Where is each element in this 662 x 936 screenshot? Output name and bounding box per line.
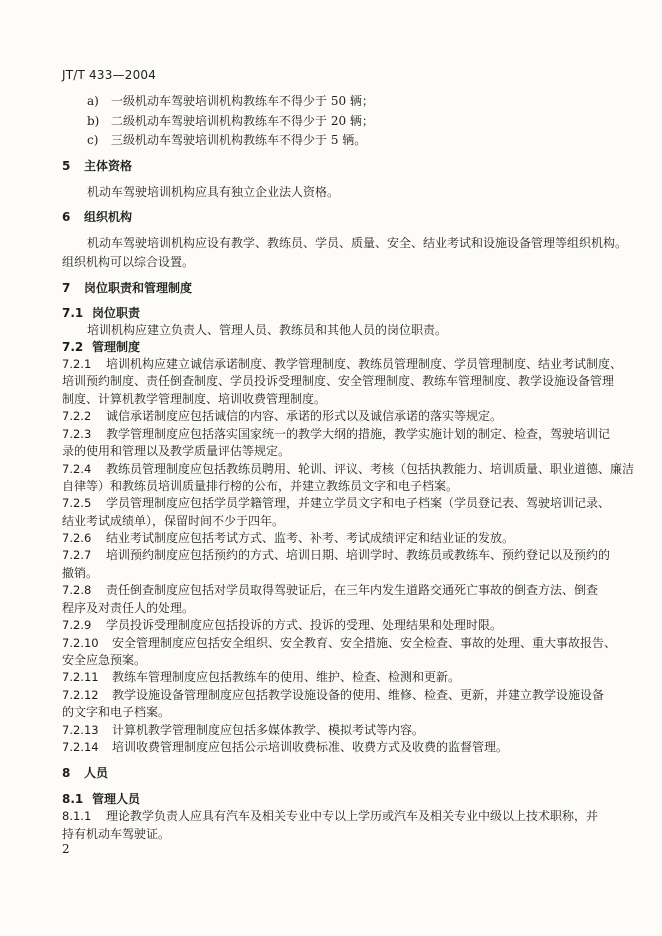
clause-number: 8.1.1 <box>62 809 92 823</box>
section-title: 岗位职责和管理制度 <box>84 281 193 295</box>
clause-number: 7.2.3 <box>62 427 92 441</box>
section-title: 管理制度 <box>92 340 141 354</box>
section-heading <box>62 766 108 780</box>
clause-text: 责任倒查制度应包括对学员取得驾驶证后，在三年内发生道路交通死亡事故的倒查方法、倒查 <box>106 583 599 597</box>
clause-text: 结业考试制度应包括考试方式、监考、补考、考试成绩评定和结业证的发放。 <box>106 531 515 545</box>
clause-text: 培训收费管理制度应包括公示培训收费标准、收费方式及收费的监督管理。 <box>112 740 509 754</box>
section-heading <box>62 281 192 295</box>
section-title: 岗位职责 <box>92 306 141 320</box>
subsection-heading <box>62 792 140 806</box>
list-mark: c) <box>87 133 99 147</box>
clause-line: 录的使用和管理以及教学质量评估等规定。 <box>62 444 291 458</box>
clause-number: 7.2.1 <box>62 357 92 371</box>
clause-line: 自律等）和教练员培训质量排行榜的公布，并建立教练员文字和电子档案。 <box>62 479 459 493</box>
clause-number: 7.2.6 <box>62 531 92 545</box>
section-heading <box>62 210 132 224</box>
list-mark: b) <box>87 114 100 128</box>
clause-number: 7.2.13 <box>62 723 99 737</box>
paragraph: 培训机构应建立负责人、管理人员、教练员和其他人员的岗位职责。 <box>87 323 448 337</box>
section-number: 6 <box>62 210 71 224</box>
list-text: 一级机动车驾驶培训机构教练车不得少于 50 辆； <box>111 94 374 108</box>
paragraph-line: 机动车驾驶培训机构应设有教学、教练员、学员、质量、安全、结业考试和设施设备管理等组织机构。 <box>87 236 628 250</box>
clause-line: 制度、计算机教学管理制度、培训收费管理制度。 <box>62 392 327 406</box>
clause-line: 结业考试成绩单），保留时间不少于四年。 <box>62 514 285 528</box>
list-mark: a) <box>87 94 99 108</box>
clause-number: 7.2.8 <box>62 583 92 597</box>
clause <box>62 409 502 423</box>
clause-number: 7.2.2 <box>62 409 92 423</box>
section-number: 7.1 <box>62 306 84 320</box>
section-number: 5 <box>62 159 71 173</box>
clause-number: 7.2.12 <box>62 688 99 702</box>
section-title: 人员 <box>84 766 109 780</box>
clause <box>62 740 508 754</box>
clause-number: 7.2.11 <box>62 670 99 684</box>
clause-line: 撤销。 <box>62 566 99 580</box>
clause <box>62 548 610 562</box>
list-item <box>87 94 374 108</box>
section-number: 7.2 <box>62 340 84 354</box>
page-number: 2 <box>62 842 70 856</box>
clause <box>62 618 502 632</box>
section-title: 管理人员 <box>92 792 141 806</box>
list-item <box>87 133 366 147</box>
clause <box>62 809 598 823</box>
section-heading <box>62 159 132 173</box>
clause <box>62 531 514 545</box>
clause <box>62 636 616 650</box>
clause-text: 学员投诉受理制度应包括投诉的方式、投诉的受理、处理结果和处理时限。 <box>106 618 503 632</box>
list-text: 二级机动车驾驶培训机构教练车不得少于 20 辆； <box>111 114 374 128</box>
clause-text: 诚信承诺制度应包括诚信的内容、承诺的形式以及诚信承诺的落实等规定。 <box>106 409 503 423</box>
clause-number: 7.2.4 <box>62 462 92 476</box>
subsection-heading <box>62 340 140 354</box>
standard-header: JT/T 433—2004 <box>62 68 157 82</box>
clause-text: 教练车管理制度应包括教练车的使用、维护、检查、检测和更新。 <box>112 670 461 684</box>
clause-number: 7.2.9 <box>62 618 92 632</box>
clause-number: 7.2.7 <box>62 548 92 562</box>
section-number: 8 <box>62 766 71 780</box>
clause-line: 的文字和电子档案。 <box>62 705 171 719</box>
section-number: 7 <box>62 281 71 295</box>
clause-text: 教学管理制度应包括落实国家统一的教学大纲的措施，教学实施计划的制定、检查，驾驶培训记 <box>106 427 611 441</box>
clause-text: 教练员管理制度应包括教练员聘用、轮训、评议、考核（包括执教能力、培训质量、职业道德、廉洁 <box>106 462 635 476</box>
clause <box>62 357 622 371</box>
clause-number: 7.2.5 <box>62 496 92 510</box>
list-item <box>87 114 374 128</box>
clause-line: 培训预约制度、责任倒查制度、学员投诉受理制度、安全管理制度、教练车管理制度、教学设施设备管理 <box>62 374 615 388</box>
clause-line: 安全应急预案。 <box>62 653 147 667</box>
clause-text: 培训预约制度应包括预约的方式、培训日期、培训学时、教练员或教练车、预约登记以及预约的 <box>106 548 611 562</box>
clause <box>62 496 610 510</box>
clause <box>62 670 460 684</box>
clause-text: 安全管理制度应包括安全组织、安全教育、安全措施、安全检查、事故的处理、重大事故报告、 <box>112 636 617 650</box>
clause-line: 持有机动车驾驶证。 <box>62 827 171 841</box>
clause <box>62 583 598 597</box>
clause-text: 学员管理制度应包括学员学籍管理，并建立学员文字和电子档案（学员登记表、驾驶培训记录、 <box>106 496 611 510</box>
clause-number: 7.2.14 <box>62 740 99 754</box>
clause <box>62 688 604 702</box>
clause-number: 7.2.10 <box>62 636 99 650</box>
clause-line: 程序及对责任人的处理。 <box>62 601 195 615</box>
clause-text: 培训机构应建立诚信承诺制度、教学管理制度、教练员管理制度、学员管理制度、结业考试制度、 <box>106 357 623 371</box>
paragraph: 机动车驾驶培训机构应具有独立企业法人资格。 <box>87 185 340 199</box>
subsection-heading <box>62 306 140 320</box>
section-number: 8.1 <box>62 792 84 806</box>
clause-text: 计算机教学管理制度应包括多媒体教学、模拟考试等内容。 <box>112 723 425 737</box>
paragraph-line: 组织机构可以综合设置。 <box>62 255 195 269</box>
clause <box>62 723 424 737</box>
clause <box>62 462 634 476</box>
clause-text: 教学设施设备管理制度应包括教学设施设备的使用、维修、检查、更新，并建立教学设施设备 <box>112 688 605 702</box>
clause <box>62 427 610 441</box>
section-title: 组织机构 <box>84 210 133 224</box>
section-title: 主体资格 <box>84 159 133 173</box>
clause-text: 理论教学负责人应具有汽车及相关专业中专以上学历或汽车及相关专业中级以上技术职称，并 <box>106 809 599 823</box>
list-text: 三级机动车驾驶培训机构教练车不得少于 5 辆。 <box>111 133 367 147</box>
